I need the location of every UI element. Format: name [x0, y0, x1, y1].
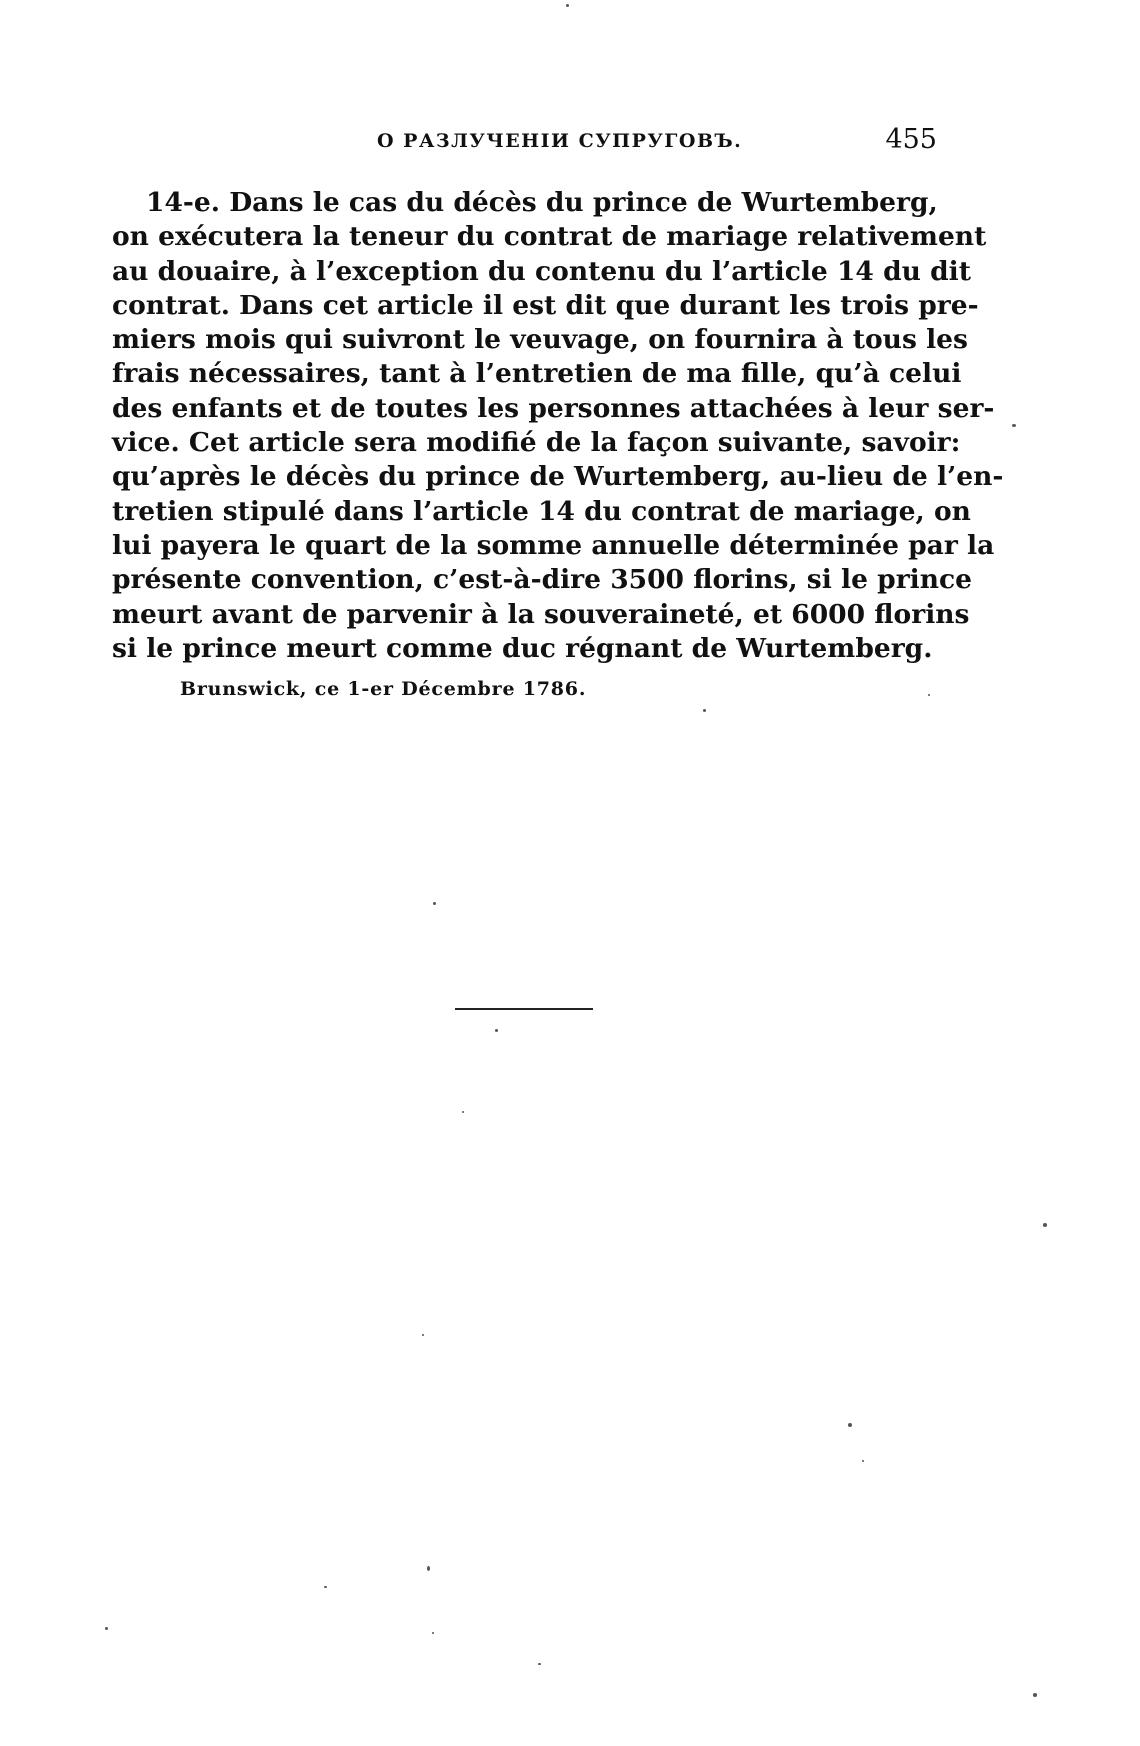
scan-speck — [862, 1460, 864, 1462]
text-line: 14-e. Dans le cas du décès du prince de Wurtemberg, — [146, 187, 938, 218]
page-number: 455 — [885, 124, 937, 155]
scan-speck — [1043, 1223, 1047, 1227]
scan-speck — [462, 1111, 464, 1113]
scan-speck — [1012, 424, 1016, 427]
text-line: présente convention, c’est-à-dire 3500 florins, si le prince — [112, 564, 972, 596]
scan-speck — [422, 1334, 424, 1336]
page-header — [112, 126, 937, 160]
scan-speck — [495, 1029, 498, 1032]
scan-speck — [928, 694, 930, 696]
scan-speck — [566, 4, 569, 7]
text-line: tretien stipulé dans l’article 14 du contrat de mariage, on — [112, 495, 971, 527]
text-line: vice. Cet article sera modifié de la façon suivante, savoir: — [112, 427, 961, 459]
date-signature-line: Brunswick, ce 1-er Décembre 1786. — [180, 678, 587, 700]
scan-speck — [324, 1586, 327, 1588]
text-line: qu’après le décès du prince de Wurtemberg, au-lieu de l’en- — [112, 461, 1004, 493]
scan-speck — [433, 902, 436, 905]
scan-speck — [703, 709, 706, 712]
text-line: meurt avant de parvenir à la souveraineté, et 6000 florins — [112, 598, 970, 630]
text-line: au douaire, à l’exception du contenu du l’article 14 du dit — [112, 255, 971, 287]
scan-speck — [105, 1627, 108, 1630]
text-line: si le prince meurt comme duc régnant de Wurtemberg. — [112, 632, 933, 664]
scan-speck — [432, 1632, 434, 1634]
scan-speck — [848, 1423, 852, 1427]
scan-speck — [1033, 1693, 1037, 1697]
text-line: frais nécessaires, tant à l’entretien de ma fille, qu’à celui — [112, 358, 962, 390]
text-line: on exécutera la teneur du contrat de mariage relativement — [112, 221, 987, 253]
text-line: des enfants et de toutes les personnes attachées à leur ser- — [112, 392, 995, 424]
section-divider — [455, 1008, 593, 1010]
article-paragraph — [112, 186, 1004, 666]
running-title: О РАЗЛУЧЕНІИ СУПРУГОВЪ. — [377, 130, 743, 152]
text-line: contrat. Dans cet article il est dit que durant les trois pre- — [112, 289, 979, 321]
scan-speck — [538, 1663, 541, 1665]
scan-speck — [427, 1566, 430, 1571]
text-line: miers mois qui suivront le veuvage, on fournira à tous les — [112, 324, 968, 356]
text-line: lui payera le quart de la somme annuelle déterminée par la — [112, 529, 995, 561]
